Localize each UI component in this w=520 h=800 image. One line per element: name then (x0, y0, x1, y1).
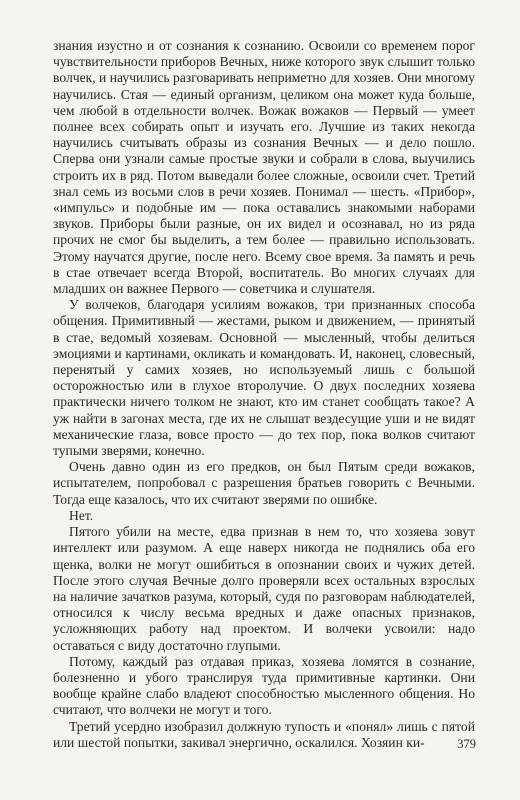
page-number: 379 (457, 737, 476, 751)
paragraph-1: знания изустно и от сознания к сознанию. Освоили со временем порог чувствительности приборов Вечных, ниже которого звук слышит только волчек, и научились разговаривать неприметно для хозяев. Они многому научились. Стая — единый организм, целиком она может куда больше, чем любой в отдельности волчек. Вожак вожаков — Первый — умеет полнее всех собирать опыт и изучать его. Лучшие из таких некогда научились считывать образы из сознания Вечных — и дело пошло. Сперва они узнали самые простые звуки и собрали в слова, выучились строить их в ряд. Потом выведали более сложные, освоили счет. Третий знал семь из восьми слов в речи хозяев. Понимал — шесть. «Прибор», «импульс» и подобные им — пока оставались знакомыми наборами звуков. Приборы были разные, он их видел и осознавал, но из ряда прочих не смог бы выделить, а тем более — правильно использовать. Этому научатся другие, после него. Всему свое время. За память и речь в стае отвечает всегда Второй, воспитатель. Во многих случаях для младших он важнее Первого — советчика и слушателя. (53, 38, 475, 297)
paragraph-2: У волчеков, благодаря усилиям вожаков, три признанных способа общения. Примитивный — жестами, рыком и движением, — принятый в стае, ведомый хозяевам. Основной — мысленный, чтобы делиться эмоциями и картинами, окликать и командовать. И, наконец, словесный, перенятый у самих хозяев, но используемый лишь с большой осторожностью или в глухое второлучие. О двух последних хозяева практически ничего толком не знают, кто им станет сообщать такое? А уж найти в загонах места, где их не слышат вездесущие уши и не видят механические глаза, вовсе просто — до тех пор, пока волков считают тупыми зверями, конечно. (53, 297, 475, 459)
paragraph-7: Третий усердно изобразил должную тупость и «понял» лишь с пятой или шестой попытки, закивал энергично, оскалился. Хозяин ки- (53, 718, 475, 750)
paragraph-6: Потому, каждый раз отдавая приказ, хозяева ломятся в сознание, болезненно и убого транслируя туда примитивные картинки. Они вообще крайне слабо владеют способностью мысленного общения. Но считают, что волчеки не могут и того. (53, 653, 475, 718)
paragraph-4: Нет. (69, 507, 94, 523)
paragraph-3: Очень давно один из его предков, он был Пятым среди вожаков, испытателем, попробовал с разрешения братьев говорить с Вечными. Тогда еще казалось, что их считают зверями по ошибке. (53, 459, 475, 507)
paragraph-5: Пятого убили на месте, едва признав в нем то, что хозяева зовут интеллект или разумом. А еще наверх никогда не поднялись оба его щенка, волки не могут ошибиться в опознании своих и чужих детей. После этого случая Вечные долго проверяли всех остальных взрослых на наличие зачатков разума, который, судя по разговорам наблюдателей, относился к числу весьма вредных и даже опасных признаков, усложняющих работу над проектом. И волчеки усвоили: надо оставаться с виду достаточно глупыми. (53, 524, 475, 653)
body-text (53, 38, 475, 751)
